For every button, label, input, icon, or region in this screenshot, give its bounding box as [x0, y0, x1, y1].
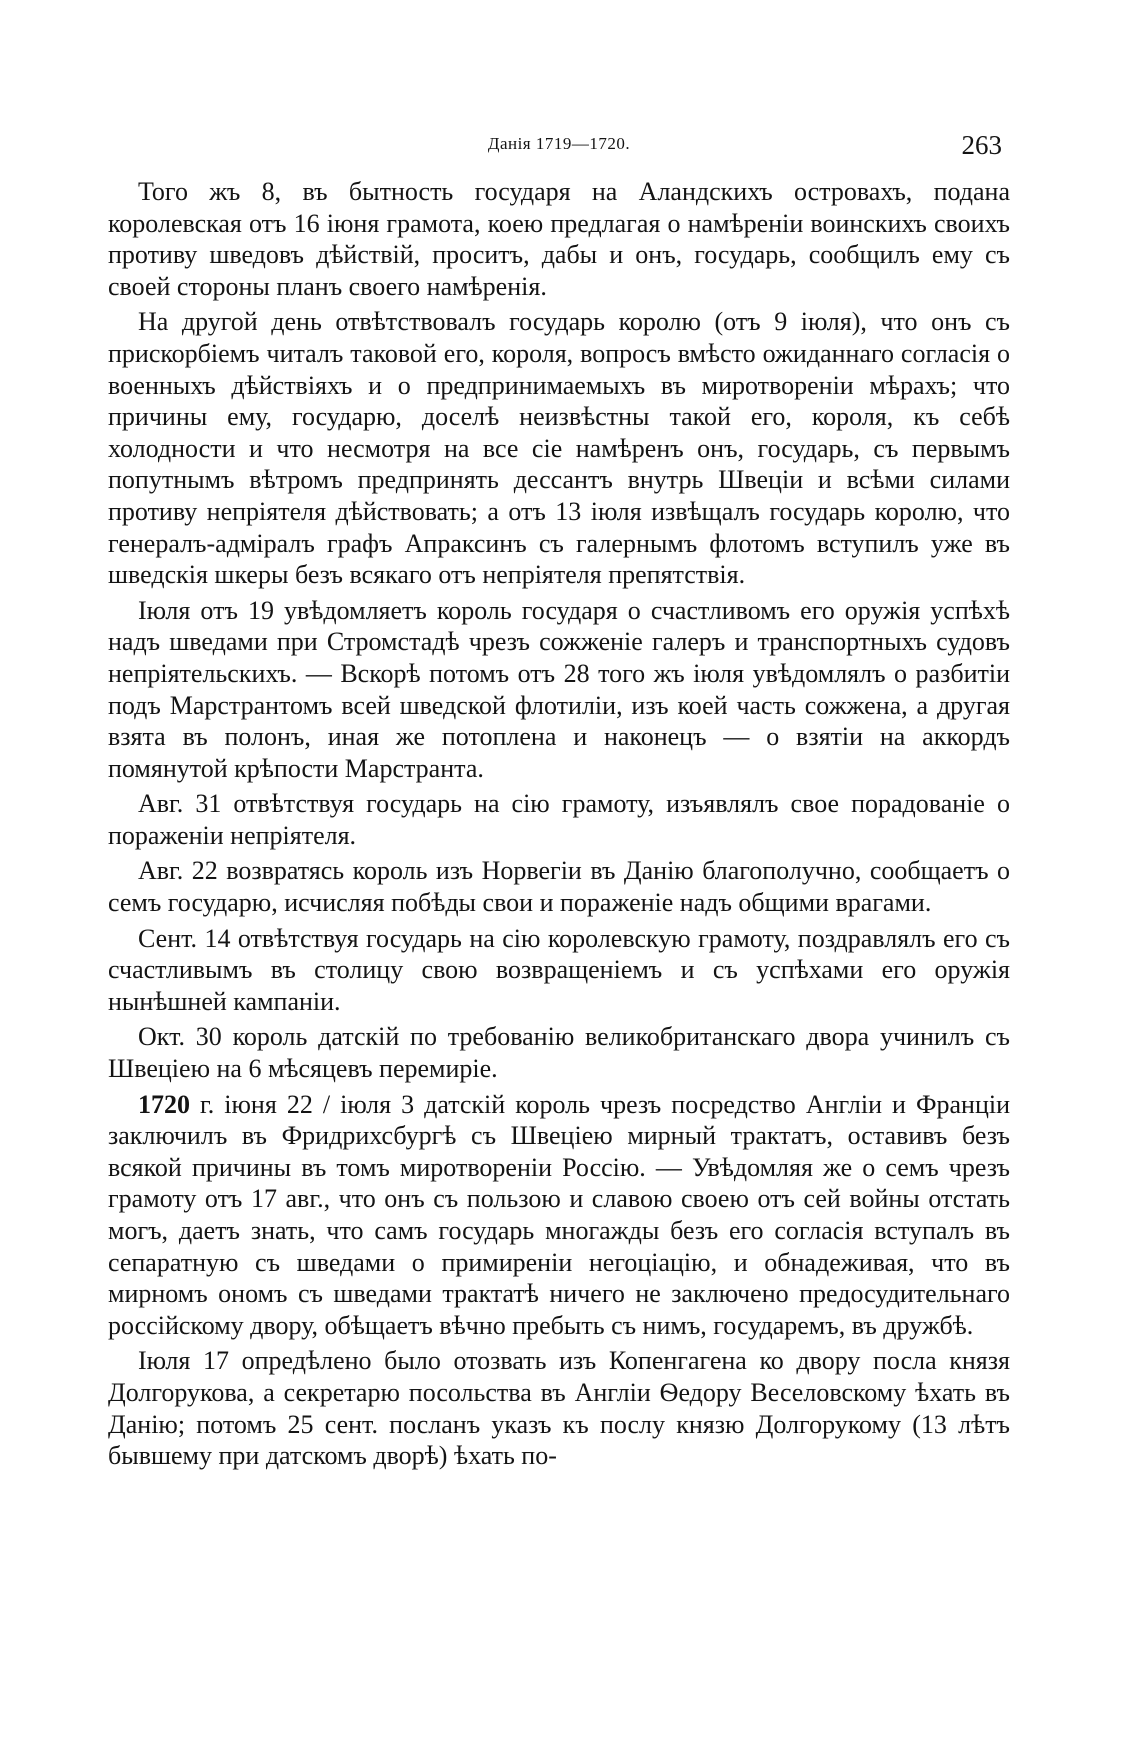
paragraph-text: На другой день отвѣтствовалъ государь королю (отъ 9 іюля), что онъ съ прискорбіемъ читалъ таковой его, короля, вопросъ вмѣсто ожиданнаго согласія о военныхъ дѣйствіяхъ и о предпринимаемыхъ въ миротвореніи мѣрахъ; что причины ему, государю, доселѣ неизвѣстны такой его, короля, къ себѣ холодности и что несмотря на все сіе намѣренъ онъ, государь, съ первымъ попутнымъ вѣтромъ предпринять дессантъ внутрь Швеціи и всѣми силами противу непріятеля дѣйствовать; а отъ 13 іюля извѣщалъ государь королю, что генералъ-адміралъ графъ Апраксинъ съ галернымъ флотомъ вступилъ уже въ шведскія шкеры безъ всякаго отъ непріятеля препятствія.	[108, 307, 1010, 590]
paragraph-8	[108, 1089, 1010, 1342]
paragraph-text: Іюля отъ 19 увѣдомляетъ король государя о счастливомъ его оружія успѣхѣ надъ шведами при Стромстадѣ чрезъ сожженіе галеръ и транспортныхъ судовъ непріятельскихъ. — Вскорѣ потомъ отъ 28 того жъ іюля увѣдомлялъ о разбитіи подъ Марстрантомъ всей шведской флотиліи, изъ коей часть сожжена, а другая взята въ полонъ, иная же потоплена и наконецъ — о взятіи на аккордъ помянутой крѣпости Марстранта.	[108, 595, 1010, 783]
paragraph-3	[108, 595, 1010, 785]
paragraph-7	[108, 1021, 1010, 1084]
paragraph-text: Авг. 31 отвѣтствуя государь на сію грамоту, изъявлялъ свое порадованіе о пораженіи непріятеля.	[108, 789, 1010, 850]
paragraph-9	[108, 1345, 1010, 1471]
paragraph-text: Авг. 22 возвратясь король изъ Норвегіи въ Данію благополучно, сообщаетъ о семъ государю, исчисляя побѣды свои и пораженіе надъ общими врагами.	[108, 856, 1010, 918]
paragraph-text: Іюля 17 опредѣлено было отозвать изъ Копенгагена ко двору посла князя Долгорукова, а секретарю посольства въ Англіи Ѳедору Веселовскому ѣхать въ Данію; потомъ 25 сент. посланъ указъ къ послу князю Долгорукому (13 лѣтъ бывшему при датскомъ дворѣ) ѣхать по-	[108, 1346, 1010, 1471]
page-number: 263	[961, 130, 1002, 160]
running-head	[108, 130, 1010, 174]
paragraph-6	[108, 923, 1010, 1018]
paragraph-text: Окт. 30 король датскій по требованію великобританскаго двора учинилъ съ Швеціею на 6 мѣсяцевъ перемиріе.	[108, 1022, 1010, 1084]
paragraph-text: Сент. 14 отвѣтствуя государь на сію королевскую грамоту, поздравлялъ его съ счастливымъ въ столицу свою возвращеніемъ и съ успѣхами его оружія нынѣшней кампаніи.	[108, 923, 1010, 1016]
year-heading: 1720	[138, 1089, 190, 1119]
running-title: Данія 1719—1720.	[487, 134, 631, 153]
paragraph-1	[108, 176, 1010, 302]
paragraph-4	[108, 788, 1010, 851]
paragraph-2	[108, 306, 1010, 590]
paragraph-text: Того жъ 8, въ бытность государя на Аландскихъ островахъ, подана королевская отъ 16 іюня грамота, коею предлагая о намѣреніи воинскихъ своихъ противу шведовъ дѣйствій, проситъ, дабы и онъ, государь, сообщилъ ему съ своей стороны планъ своего намѣренія.	[108, 177, 1010, 301]
paragraph-text: г. іюня 22 / іюля 3 датскій король чрезъ посредство Англіи и Франціи заключилъ въ Фридрихсбургѣ съ Швеціею мирный трактатъ, оставивъ безъ всякой причины въ томъ миротвореніи Россію. — Увѣдомляя же о семъ чрезъ грамоту отъ 17 авг., что онъ съ пользою и славою своею отъ сей войны отстать могъ, даетъ знать, что самъ государь многажды безъ его согласія вступалъ въ сепаратную съ шведами о примиреніи негоціацію, и обнадеживая, что въ мирномъ ономъ съ шведами трактатѣ ничего не заключено предосудительнаго россійскому двору, обѣщаетъ вѣчно пребыть съ нимъ, государемъ, въ дружбѣ.	[108, 1089, 1010, 1340]
book-page	[108, 130, 1010, 1476]
body-text	[108, 176, 1010, 1472]
paragraph-5	[108, 855, 1010, 918]
